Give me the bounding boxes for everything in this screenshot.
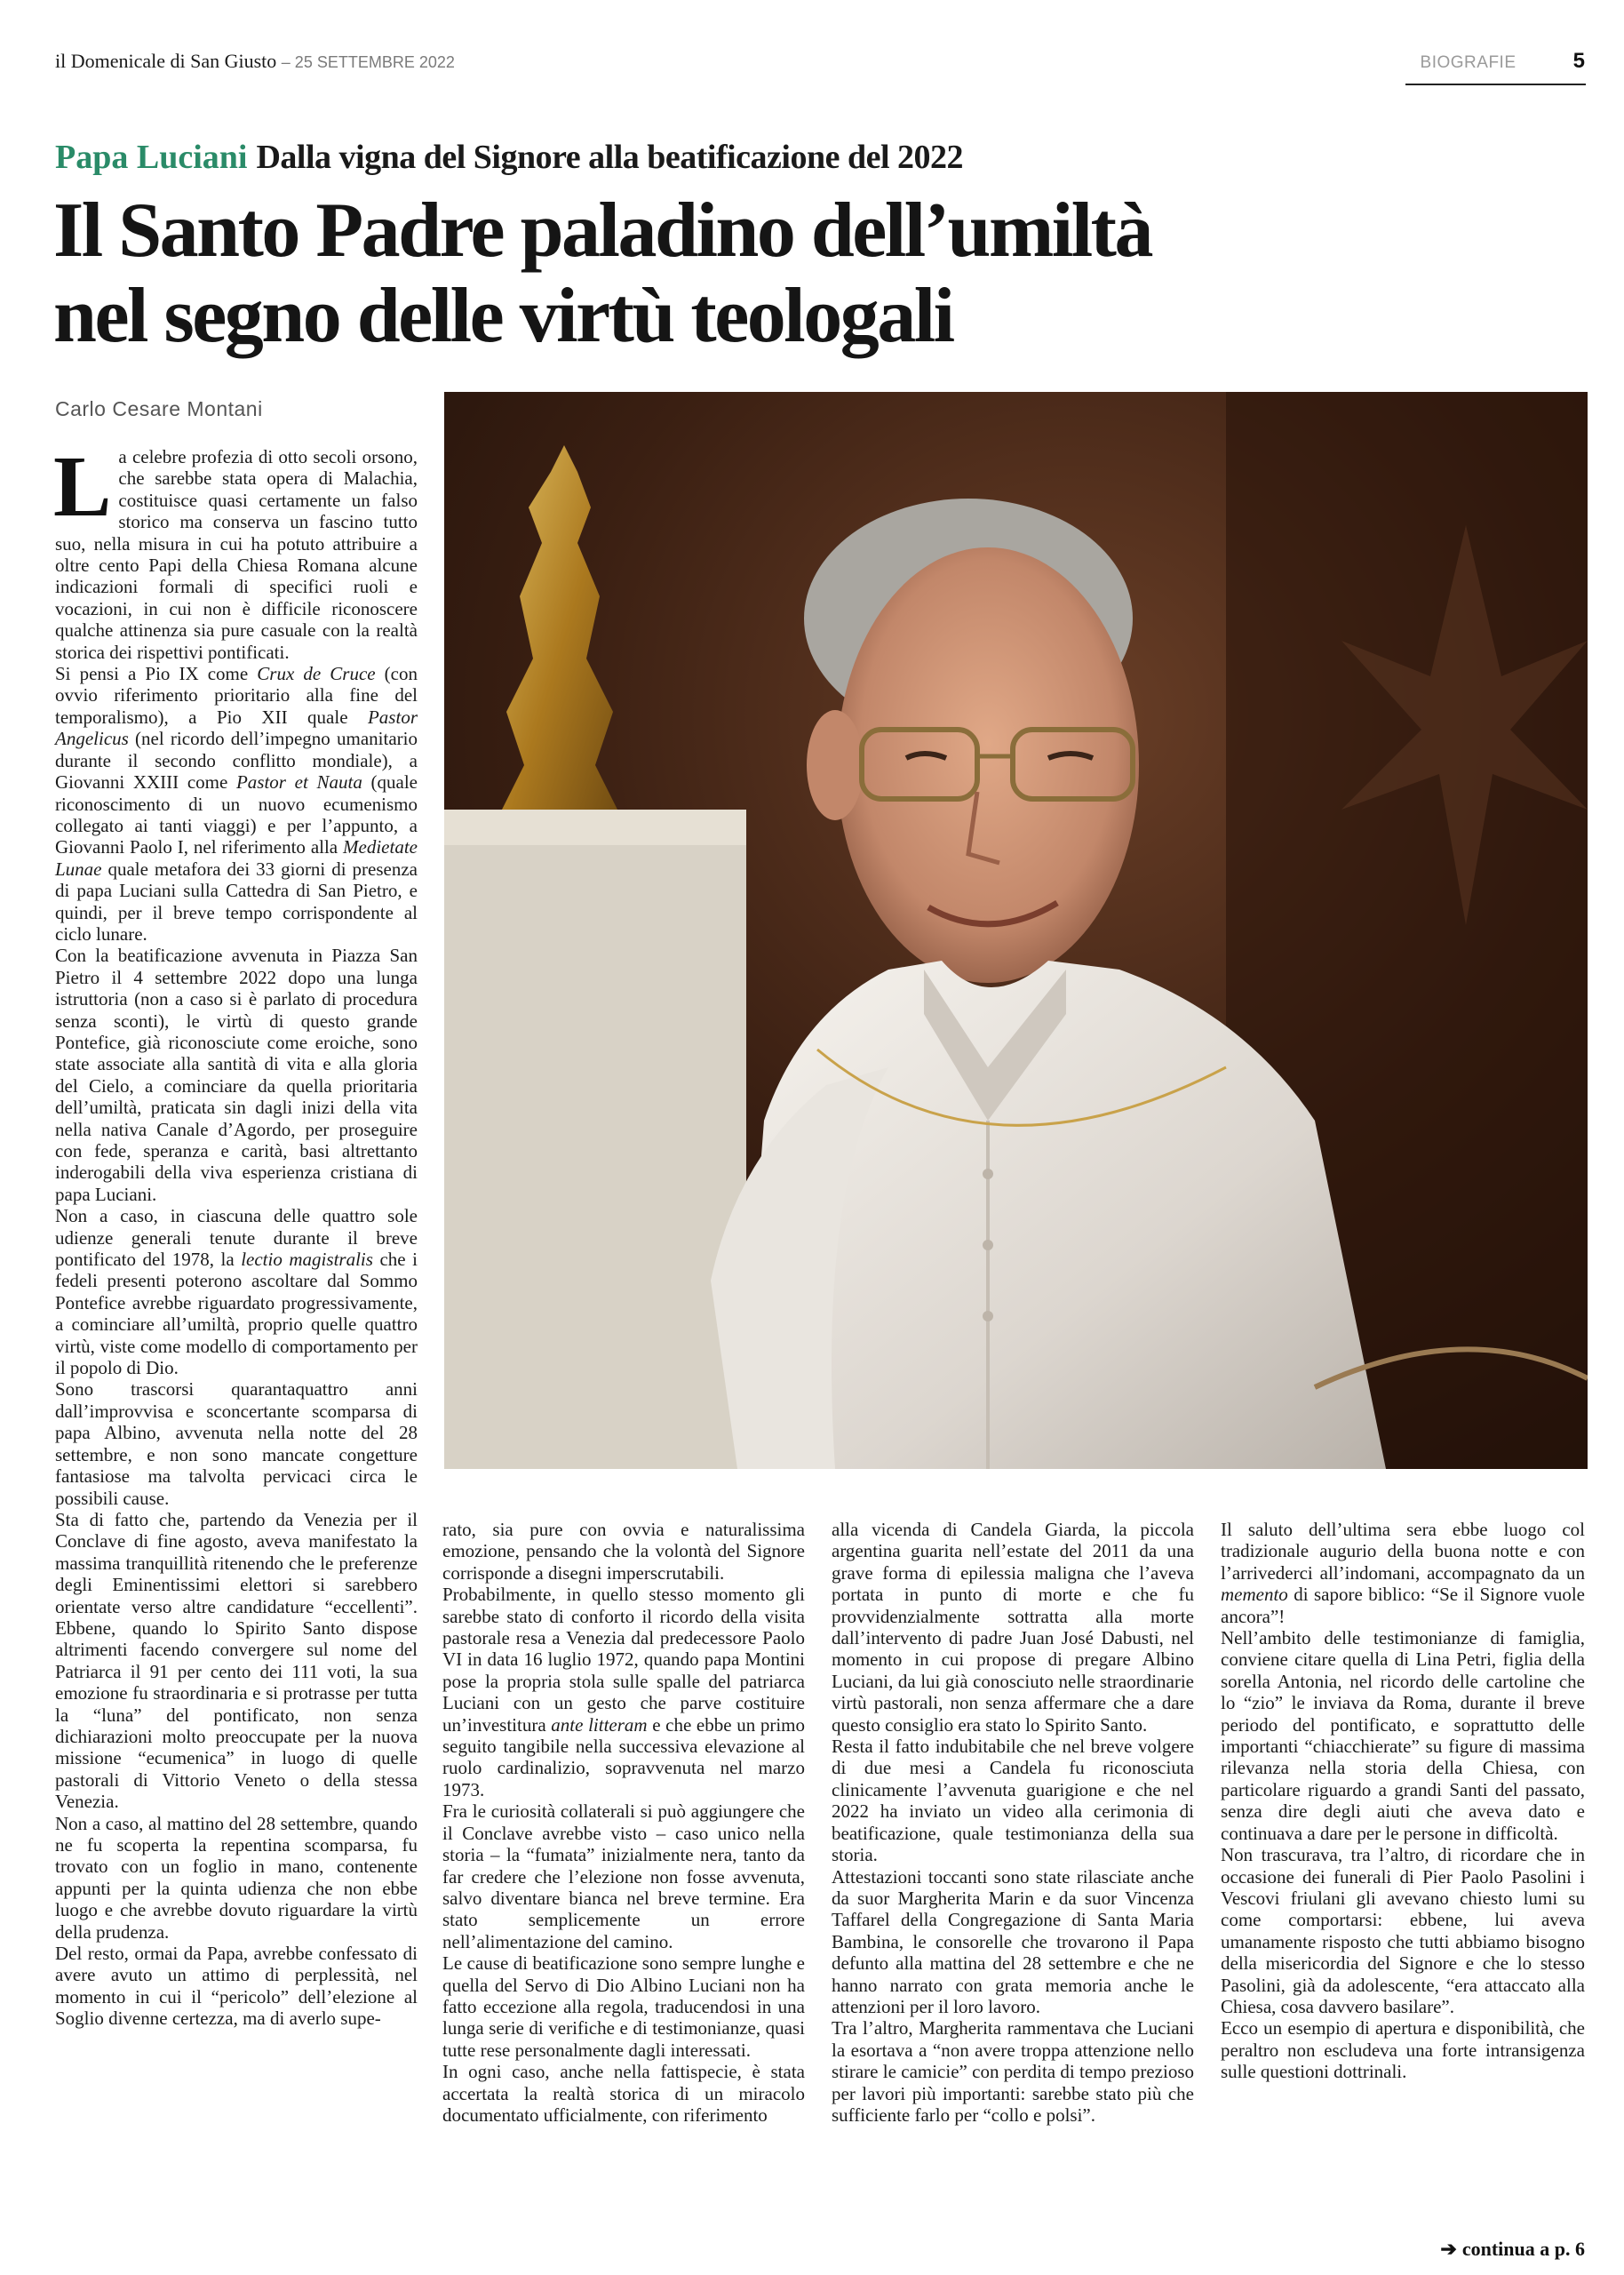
paragraph: Si pensi a Pio IX come Crux de Cruce (con ovvio riferimento prioritario alla fine del temporalismo), a Pio XII quale Pastor Angelicus (nel ricordo dell’impegno umanitario durante il secondo conflitto mondiale), a Giovanni XXIII come Pastor et Nauta (quale riconoscimento di un nuovo ecumenismo collegato ai tanti viaggi) e per l’appunto, a Giovanni Paolo I, nel riferimento alla Medietate Lunae quale metafora dei 33 giorni di presenza di papa Luciani sulla Cattedra di San Pietro, e quindi, per il breve tempo corrispondente al ciclo lunare. <box>55 663 418 945</box>
paragraph: Attestazioni toccanti sono state rilasciate anche da suor Margherita Marin e da suor Vincenza Taffarel della Congregazione di Santa Maria Bambina, le consorelle che trovarono il Papa defunto alla mattina del 28 settembre e che ne hanno narrato con grata memoria anche le attenzioni per il loro lavoro. <box>832 1865 1194 2017</box>
paragraph: alla vicenda di Candela Giarda, la piccola argentina guarita nell’estate del 2011 da una grave forma di epilessia maligna che l’aveva portata in punto di morte e che fu provvidenzialmente sottratta alla morte dall’intervento di padre Juan José Dabusti, nel momento in cui propose di pregare Albino Luciani, da lui già conosciuto nelle straordinarie virtù pastorali, non senza affermare che a dare questo consiglio era stato lo Spirito Santo. <box>832 1519 1194 1736</box>
continue-link[interactable] <box>1440 2238 1585 2261</box>
issue-date: – 25 SETTEMBRE 2022 <box>281 53 455 71</box>
headline <box>53 188 1386 359</box>
drop-cap: L <box>53 439 112 535</box>
portrait-image <box>444 392 1588 1469</box>
paragraph: Il saluto dell’ultima sera ebbe luogo col tradizionale augurio della buona notte e con l’arrivederci all’indomani, accompagnato da un memento di sapore biblico: “Se il Signore vuole ancora”! <box>1221 1519 1585 1627</box>
section-header <box>1421 46 1585 76</box>
pope-portrait-photo <box>444 392 1588 1469</box>
headline-line-2: nel segno delle virtù teologali <box>53 273 953 359</box>
masthead <box>55 46 455 76</box>
kicker-tag: Papa Luciani <box>55 139 248 176</box>
byline: Carlo Cesare Montani <box>55 397 263 420</box>
paragraph: Del resto, ormai da Papa, avrebbe confessato di avere avuto un attimo di perplessità, nel momento in cui il “pericolo” dell’elezione al Soglio divenne certezza, ma di averlo supe- <box>55 1943 418 2030</box>
continue-label: continua a p. 6 <box>1461 2238 1585 2260</box>
article-column-2 <box>442 1519 805 2126</box>
paragraph: Nell’ambito delle testimonianze di famiglia, conviene citare quella di Lina Petri, figlia della sorella Antonia, nel ricordo delle cartoline che lo “zio” le inviava da Roma, durante il breve periodo del pontificato, e soprattutto delle importanti “chiacchierate” su figure di massima rilevanza nella storia della Chiesa, con particolare riguardo a grandi Santi del passato, senza dire degli aiuti che aveva dato e continuava a dare per le persone in difficoltà. <box>1221 1627 1585 1844</box>
section-name: BIOGRAFIE <box>1420 53 1517 72</box>
paragraph: Probabilmente, in quello stesso momento gli sarebbe stato di conforto il ricordo della visita pastorale resa a Venezia dal predecessore Paolo VI in data 16 luglio 1972, quando papa Montini pose la propria stola sulle spalle del patriarca Luciani con un gesto che parve costituire un’investitura ante litteram e che ebbe un primo seguito tangibile nella successiva elevazione al ruolo cardinalizio, sopravvenuta nel marzo 1973. <box>442 1584 806 1800</box>
paragraph: Non a caso, in ciascuna delle quattro sole udienze generali tenute durante il breve pontificato del 1978, la lectio magistralis che i fedeli presenti poterono ascoltare dal Sommo Pontefice avrebbe riguardato progressivamente, a cominciare all’umiltà, proprio quelle quattro virtù, viste come modello di comportamento per il popolo di Dio. <box>55 1205 418 1379</box>
article-column-1 <box>53 439 418 2030</box>
paragraph: a celebre profezia di otto secoli orsono, che sarebbe stata opera di Malachia, costituisce quasi certamente un falso storico ma conserva un fascino tutto suo, nella misura in cui ha potuto attribuire a oltre cento Papi della Chiesa Romana alcune indicazioni formali di specifici ruoli e vocazioni, in cui non è difficile riconoscere qualche attinenza sia pure casuale con la realtà storica dei rispettivi pontificati. <box>55 446 418 663</box>
paragraph: Le cause di beatificazione sono sempre lunghe e quella del Servo di Dio Albino Luciani non ha fatto eccezione alla regola, traducendosi in una lunga serie di verifiche e di testimonianze, quasi tutte rese personalmente dagli interessati. <box>442 1952 805 2061</box>
page-number: 5 <box>1572 49 1585 73</box>
arrow-right-icon: ➔ <box>1440 2238 1457 2260</box>
article-column-4 <box>1221 1519 1585 2083</box>
paragraph: Non a caso, al mattino del 28 settembre, quando ne fu scoperta la repentina scomparsa, fu trovato con un foglio in mano, contenente appunti per la quinta udienza che non ebbe luogo e che avrebbe dovuto riguardare la virtù della prudenza. <box>55 1812 418 1943</box>
kicker-subtitle: Dalla vigna del Signore alla beatificazione del 2022 <box>256 139 964 176</box>
paragraph: Ecco un esempio di apertura e disponibilità, che peraltro non escludeva una forte intransigenza sulle questioni dottrinali. <box>1221 2017 1585 2083</box>
paper-name: il Domenicale di San Giusto <box>55 50 277 72</box>
article-column-3 <box>832 1519 1194 2126</box>
paragraph: Tra l’altro, Margherita rammentava che Luciani la esortava a “non avere troppa attenzione nello stirare le camicie” con perdita di tempo prezioso per lavori più importanti: sarebbe stato più che sufficiente farlo per “collo e polsi”. <box>832 2017 1194 2126</box>
paragraph: In ogni caso, anche nella fattispecie, è stata accertata la realtà storica di un miracolo documentato ufficialmente, con riferimento <box>442 2061 805 2126</box>
paragraph: rato, sia pure con ovvia e naturalissima emozione, pensando che la volontà del Signore corrisponde a disegni imperscrutabili. <box>442 1519 805 1584</box>
paragraph: Sta di fatto che, partendo da Venezia per il Conclave di fine agosto, aveva manifestato la massima tranquillità ritenendo che le preferenze degli Eminentissimi elettori si sarebbero orientate verso altre candidature “eccellenti”. Ebbene, quando lo Spirito Santo dispose altrimenti facendo convergere sul nome del Patriarca il 91 per cento dei 111 voti, la sua emozione fu straordinaria e si protrasse per tutta la “luna” del pontificato, non senza dichiarazioni molto preoccupate per la nuova missione “ecumenica” in luogo di quelle pastorali di Vittorio Veneto o della stessa Venezia. <box>55 1508 418 1813</box>
paragraph: Sono trascorsi quarantaquattro anni dall’improvvisa e sconcertante scomparsa di papa Albino, avvenuta nella notte del 28 settembre, e non sono mancate congetture fantasiose ma talvolta pervicaci circa le possibili cause. <box>55 1378 418 1509</box>
paragraph: Fra le curiosità collaterali si può aggiungere che il Conclave avrebbe visto – caso unico nella storia – la “fumata” inizialmente nera, tanto da far credere che l’elezione non fosse avvenuta, salvo diventare bianca nel breve termine. Era stato semplicemente un errore nell’alimentazione del camino. <box>442 1800 805 1952</box>
header-rule <box>1405 84 1586 85</box>
paragraph: Resta il fatto indubitabile che nel breve volgere di due mesi a Candela fu riconosciuta clinicamente l’avvenuta guarigione e che nel 2022 ha inviato un video alla cerimonia di beatificazione, quale testimonianza della sua storia. <box>832 1736 1194 1866</box>
paragraph: Non trascurava, tra l’altro, di ricordare che in occasione dei funerali di Pier Paolo Pasolini i Vescovi friulani gli avevano chiesto lumi su come comportarsi: ebbene, lui aveva umanamente risposto che tutti abbiamo bisogno della misericordia del Signore e che lo stesso Pasolini, già da adolescente, “era attaccato alla Chiesa, cosa davvero basilare”. <box>1221 1844 1585 2017</box>
kicker <box>55 138 963 177</box>
paragraph: Con la beatificazione avvenuta in Piazza San Pietro il 4 settembre 2022 dopo una lunga istruttoria (non a caso si è parlato di procedura senza sconti), le virtù di questo grande Pontefice, già riconosciute come eroiche, sono state associate alla santità di vita e alla gloria del Cielo, a cominciare da quella prioritaria dell’umiltà, praticata sin dagli inizi della vita nella nativa Canale d’Agordo, per proseguire con fede, speranza e carità, basi altrettanto inderogabili della viva esperienza cristiana di papa Luciani. <box>55 945 418 1205</box>
headline-line-1: Il Santo Padre paladino dell’umiltà <box>53 188 1151 274</box>
